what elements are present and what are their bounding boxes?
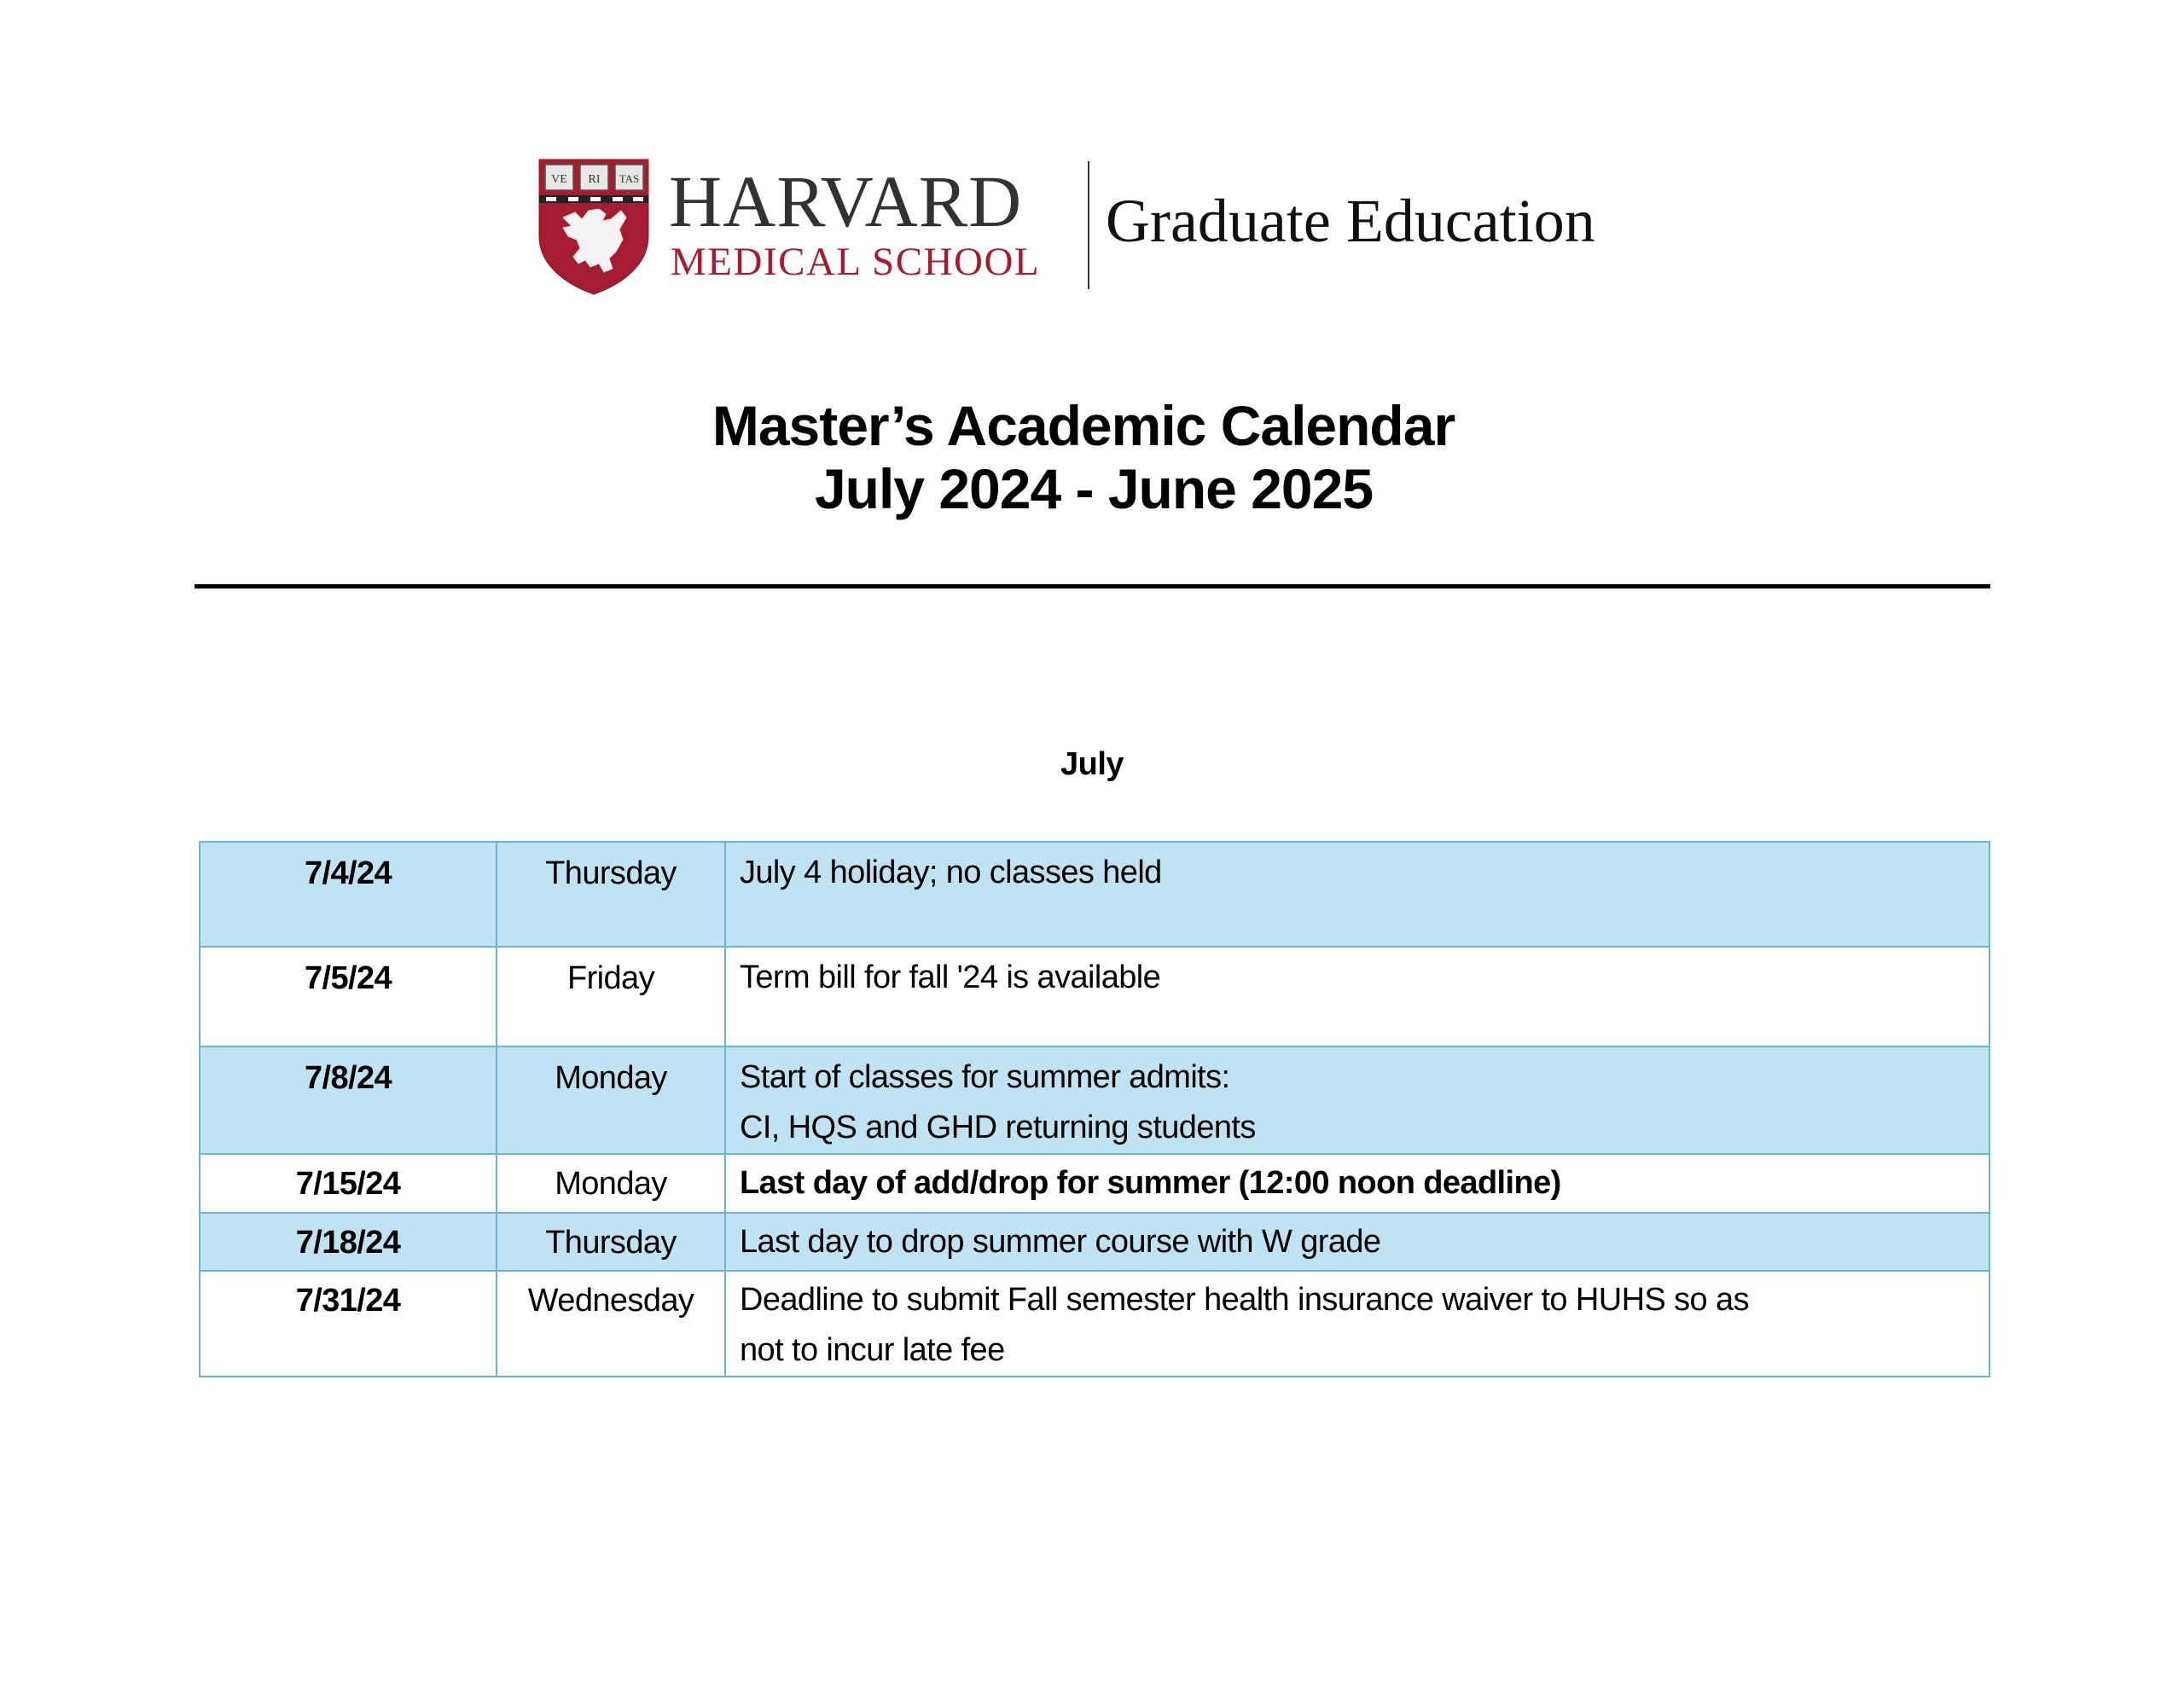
page-title-line2: July 2024 - June 2025 [814,457,1374,520]
wordmark-medical-school: MEDICAL SCHOOL [671,240,1041,284]
event-cell [725,1271,1989,1377]
svg-text:VE: VE [551,173,567,186]
month-heading-july: July [1060,746,1124,782]
table-row [200,842,1989,947]
svg-text:TAS: TAS [619,172,640,185]
date-cell: 7/15/24 [200,1154,497,1213]
weekday-cell: Wednesday [497,1271,725,1377]
table-row [200,947,1989,1046]
weekday-cell: Monday [497,1154,725,1213]
event-text: not to incur late fee [740,1332,1005,1368]
weekday-cell: Thursday [497,842,725,947]
weekday-cell: Friday [497,947,725,1046]
event-text: Last day of add/drop for summer (12:00 noon deadline) [740,1165,1561,1201]
svg-text:RI: RI [588,173,601,186]
event-cell [725,947,1989,1046]
table-row [200,1213,1989,1271]
title-divider-rule [195,584,1990,588]
date-cell: 7/4/24 [200,842,497,947]
event-text: July 4 holiday; no classes held [740,855,1162,890]
page-title-line1: Master’s Academic Calendar [712,394,1455,457]
event-text: Deadline to submit Fall semester health insurance waiver to HUHS so as [740,1282,1749,1318]
weekday-cell: Monday [497,1046,725,1154]
table-row [200,1271,1989,1377]
weekday-cell: Thursday [497,1213,725,1271]
date-cell: 7/5/24 [200,947,497,1046]
event-text: CI, HQS and GHD returning students [740,1110,1256,1145]
date-cell: 7/8/24 [200,1046,497,1154]
wordmark-graduate-education: Graduate Education [1106,187,1595,255]
event-text: Term bill for fall '24 is available [740,959,1161,995]
logo-divider [1088,161,1089,289]
table-row [200,1046,1989,1154]
calendar-table-july [199,841,1990,1377]
event-cell [725,1213,1989,1271]
event-cell [725,1154,1989,1213]
event-cell [725,842,1989,947]
date-cell: 7/31/24 [200,1271,497,1377]
hms-graduate-education-logo [536,156,1653,297]
page-title [0,394,2184,520]
event-text: Last day to drop summer course with W grade [740,1224,1381,1260]
date-cell: 7/18/24 [200,1213,497,1271]
harvard-shield-icon [537,158,650,296]
table-row [200,1154,1989,1213]
event-cell [725,1046,1989,1154]
event-text: Start of classes for summer admits: [740,1059,1230,1095]
wordmark-harvard: HARVARD [669,160,1023,242]
